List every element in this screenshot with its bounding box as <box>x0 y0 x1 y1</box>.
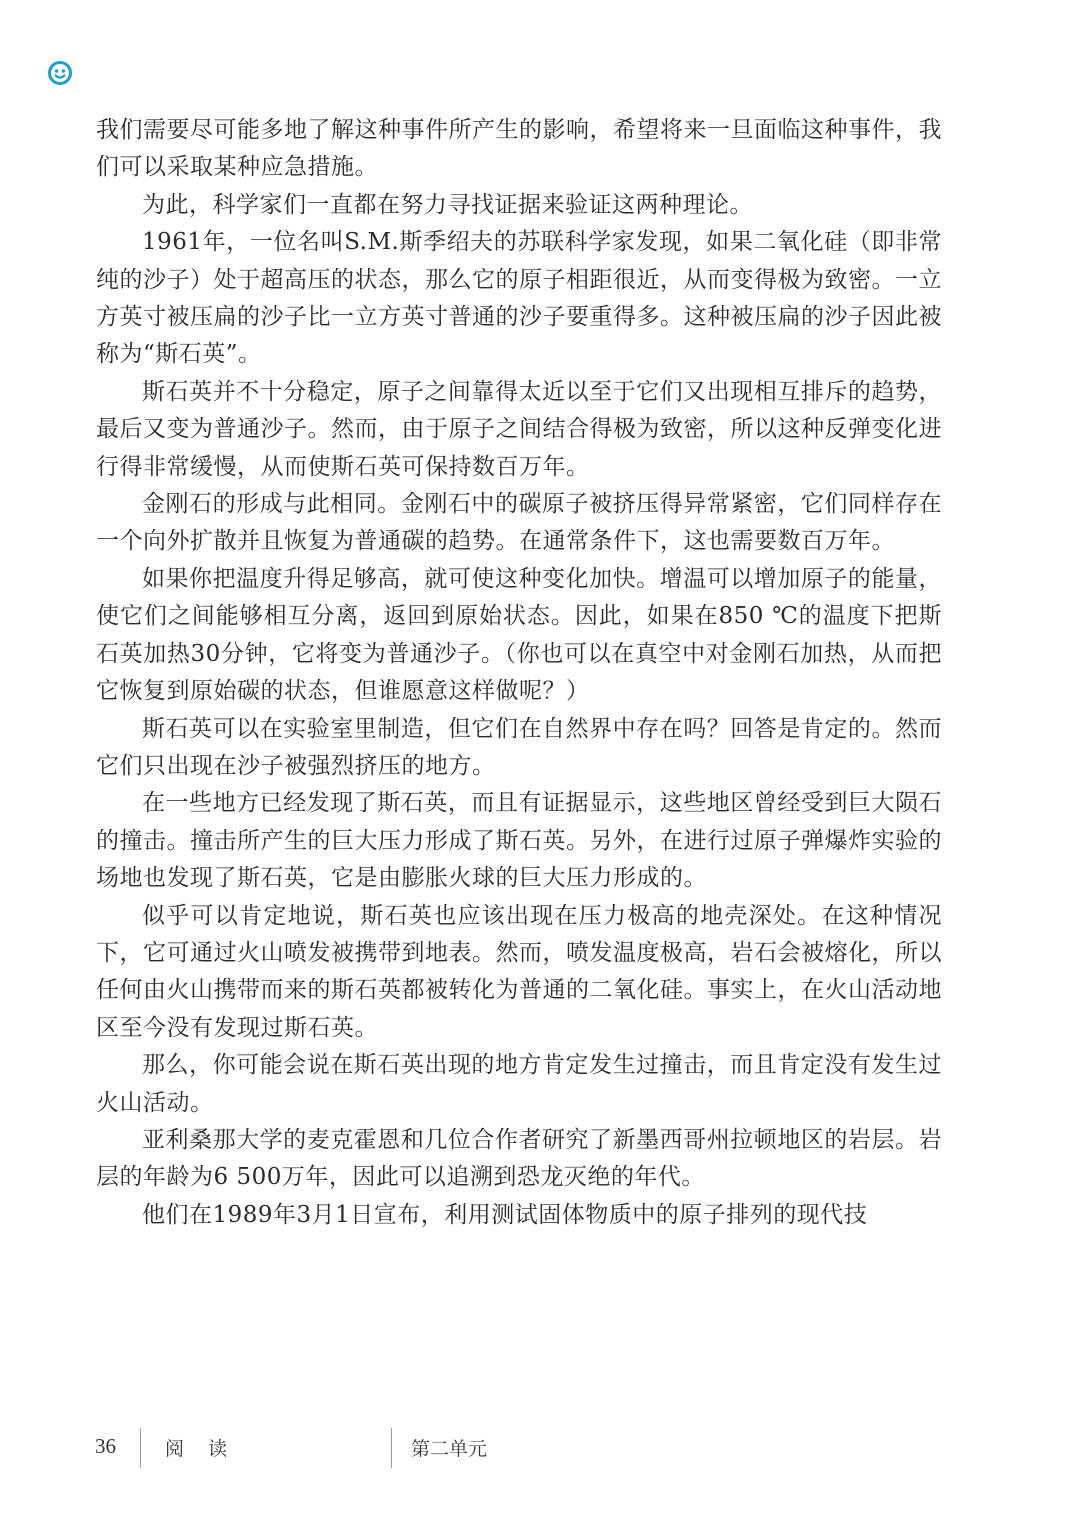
unit-name: 第二单元 <box>411 1438 488 1460</box>
section-name: 阅 读 <box>165 1438 237 1460</box>
page-footer <box>0 1420 1080 1470</box>
footer-divider <box>140 1428 141 1468</box>
paragraph-4: 斯石英并不十分稳定，原子之间靠得太近以至于它们又出现相互排斥的趋势，最后又变为普通沙子。然而，由于原子之间结合得极为致密，所以这种反弹变化进行得非常缓慢，从而使斯石英可保持数百万年。 <box>96 378 942 480</box>
paragraph-5: 金刚石的形成与此相同。金刚石中的碳原子被挤压得异常紧密，它们同样存在一个向外扩散并且恢复为普通碳的趋势。在通常条件下，这也需要数百万年。 <box>96 491 942 555</box>
paragraph-8: 在一些地方已经发现了斯石英，而且有证据显示，这些地区曾经受到巨大陨石的撞击。撞击所产生的巨大压力形成了斯石英。另外，在进行过原子弹爆炸实验的场地也发现了斯石英，它是由膨胀火球的巨大压力形成的。 <box>96 790 942 892</box>
paragraph-6: 如果你把温度升得足够高，就可使这种变化加快。增温可以增加原子的能量，使它们之间能够相互分离，返回到原始状态。因此，如果在850 ℃的温度下把斯石英加热30分钟，它将变为普通沙子。（你也可以在真空中对金刚石加热，从而把它恢复到原始碳的状态，但谁愿意这样做呢？） <box>96 565 942 705</box>
paragraph-2: 为此，科学家们一直都在努力寻找证据来验证这两种理论。 <box>142 191 753 218</box>
paragraph-12: 他们在1989年3月1日宣布，利用测试固体物质中的原子排列的现代技 <box>142 1201 868 1228</box>
paragraph-3: 1961年，一位名叫S.M.斯季绍夫的苏联科学家发现，如果二氧化硅（即非常纯的沙子）处于超高压的状态，那么它的原子相距很近，从而变得极为致密。一立方英寸被压扁的沙子比一立方英寸普通的沙子要重得多。这种被压扁的沙子因此被称为“斯石英”。 <box>96 229 942 368</box>
article-body <box>96 112 942 1234</box>
paragraph-9: 似乎可以肯定地说，斯石英也应该出现在压力极高的地壳深处。在这种情况下，它可通过火山喷发被携带到地表。然而，喷发温度极高，岩石会被熔化，所以任何由火山携带而来的斯石英都被转化为普通的二氧化硅。事实上，在火山活动地区至今没有发现过斯石英。 <box>96 902 942 1041</box>
page-number: 36 <box>95 1434 116 1458</box>
smiley-face-icon <box>47 60 73 86</box>
paragraph-7: 斯石英可以在实验室里制造，但它们在自然界中存在吗？回答是肯定的。然而它们只出现在沙子被强烈挤压的地方。 <box>96 715 942 779</box>
paragraph-1: 我们需要尽可能多地了解这种事件所产生的影响，希望将来一旦面临这种事件，我们可以采取某种应急措施。 <box>96 117 942 181</box>
paragraph-11: 亚利桑那大学的麦克霍恩和几位合作者研究了新墨西哥州拉顿地区的岩层。岩层的年龄为6 500万年，因此可以追溯到恐龙灭绝的年代。 <box>96 1126 942 1191</box>
footer-divider <box>391 1428 392 1468</box>
paragraph-10: 那么，你可能会说在斯石英出现的地方肯定发生过撞击，而且肯定没有发生过火山活动。 <box>96 1052 942 1116</box>
